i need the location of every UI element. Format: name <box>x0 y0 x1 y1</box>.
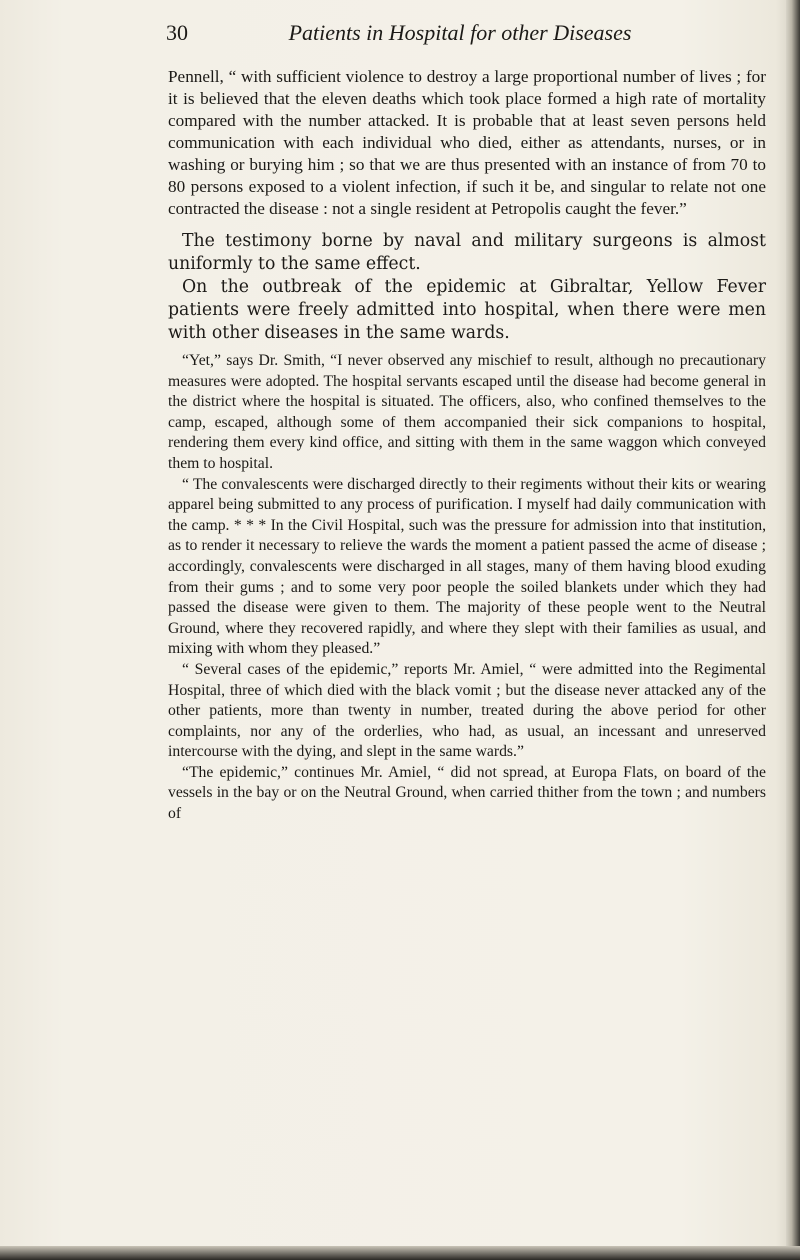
running-title: Patients in Hospital for other Diseases <box>288 20 632 45</box>
paragraph-pennell-quote: Pennell, “ with sufficient violence to destroy a large proportional number of lives ; for it is believed that the eleven deaths which took place formed a high rate of mortality compared with the number attacked. It is probable that at least seven persons held communication with each individual who died, either as attendants, nurses, or in washing or burying him ; so that we are thus presented with an instance of from 70 to 80 persons exposed to a violent infection, if such it be, and singular to relate not one contracted the disease : not a single resident at Petropolis caught the fever.” <box>168 67 766 218</box>
paragraph-dr-smith-quote: “Yet,” says Dr. Smith, “I never observed any mischief to result, although no precautionary measures were adopted. The hospital servants escaped until the disease had become general in the district where the hospital is situated. The officers, also, who confined themselves to the camp, escaped, although some of them accompanied their sick companions to hospital, rendering them every kind office, and sitting with them in the same waggon which conveyed them to hospital. <box>168 352 766 472</box>
paragraph-amiel-continues: “The epidemic,” continues Mr. Amiel, “ did not spread, at Europa Flats, on board of the vessels in the bay or on the Neutral Ground, when carried thither from the town ; and numbers of <box>168 763 766 823</box>
paragraph-amiel-several-cases: “ Several cases of the epidemic,” reports Mr. Amiel, “ were admitted into the Regimental Hospital, three of which died with the black vomit ; but the disease never attacked any of the other patients, more than twenty in number, treated during the above period for other complaints, nor any of the orderlies, who had, as usual, an incessant and unreserved intercourse with the dying, and slept in the same wards.” <box>168 660 766 761</box>
paragraph-convalescents: “ The convalescents were discharged directly to their regiments without their kits or wearing apparel being submitted to any process of purification. I myself had daily communication with the camp. * * * In the Civil Hospital, such was the pressure for admission into that institution, as to render it necessary to relieve the wards the moment a patient passed the acme of disease ; accordingly, convalescents were discharged in all stages, many of them having blood exuding from their gums ; and to some very poor people the soiled blankets under which they had passed the disease were given to them. The majority of these people went to the Neutral Ground, where they recovered rapidly, and where they slept with their families as usual, and mixing with whom they pleased.” <box>168 475 766 658</box>
page-text <box>168 66 766 825</box>
paragraph-gibraltar-outbreak: On the outbreak of the epidemic at Gibraltar, Yellow Fever patients were freely admitted into hospital, when there were men with other diseases in the same wards. <box>168 277 766 343</box>
paragraph-testimony: The testimony borne by naval and military surgeons is almost uniformly to the same effect. <box>168 231 766 274</box>
page-number: 30 <box>166 20 188 45</box>
page-bottom-edge-shadow <box>0 1246 800 1260</box>
page-header <box>160 20 760 56</box>
page-right-edge-shadow <box>786 0 800 1260</box>
